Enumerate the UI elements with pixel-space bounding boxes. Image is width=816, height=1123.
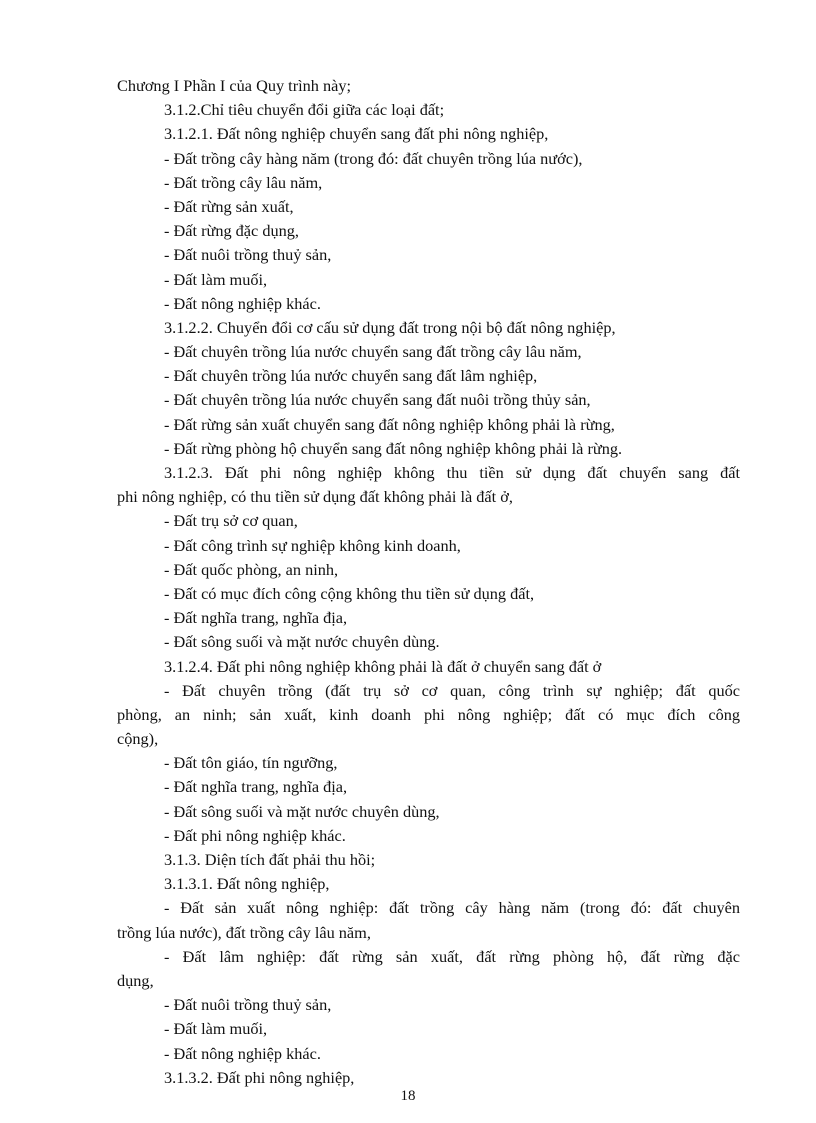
list-item: - Đất chuyên trồng lúa nước chuyển sang đất trồng cây lâu năm, — [164, 342, 582, 362]
list-item: - Đất rừng đặc dụng, — [164, 221, 299, 241]
list-item: - Đất lâm nghiệp: đất rừng sản xuất, đất rừng phòng hộ, đất rừng đặc — [164, 946, 740, 966]
list-item: - Đất sông suối và mặt nước chuyên dùng. — [164, 632, 440, 652]
list-item: - Đất có mục đích công cộng không thu tiền sử dụng đất, — [164, 583, 535, 603]
section-heading: 3.1.3. Diện tích đất phải thu hồi; — [164, 850, 376, 869]
list-item: - Đất rừng sản xuất chuyển sang đất nông nghiệp không phải là rừng, — [164, 414, 615, 434]
text-line: trồng lúa nước), đất trồng cây lâu năm, — [117, 922, 371, 942]
list-item: - Đất nghĩa trang, nghĩa địa, — [164, 777, 348, 797]
text-line: phi nông nghiệp, có thu tiền sử dụng đất không phải là đất ở, — [117, 487, 513, 507]
section-heading: 3.1.2.2. Chuyển đổi cơ cấu sử dụng đất trong nội bộ đất nông nghiệp, — [164, 317, 616, 337]
list-item: - Đất nuôi trồng thuỷ sản, — [164, 995, 332, 1015]
page-number: 18 — [400, 1088, 416, 1104]
section-heading: 3.1.3.1. Đất nông nghiệp, — [164, 874, 330, 894]
list-item: - Đất phi nông nghiệp khác. — [164, 825, 346, 845]
list-item: - Đất nuôi trồng thuỷ sản, — [164, 245, 332, 265]
list-item: - Đất sản xuất nông nghiệp: đất trồng cây hàng năm (trong đó: đất chuyên — [164, 898, 740, 918]
list-item: - Đất nông nghiệp khác. — [164, 293, 321, 313]
text-line: Chương I Phần I của Quy trình này; — [117, 76, 352, 95]
list-item: - Đất nông nghiệp khác. — [164, 1043, 321, 1063]
section-heading: 3.1.3.2. Đất phi nông nghiệp, — [164, 1067, 355, 1087]
list-item: - Đất công trình sự nghiệp không kinh doanh, — [164, 535, 461, 555]
section-heading: 3.1.2.Chỉ tiêu chuyển đổi giữa các loại đất; — [164, 100, 445, 120]
list-item: - Đất rừng sản xuất, — [164, 196, 294, 216]
list-item: - Đất làm muối, — [164, 269, 268, 289]
text-line: dụng, — [117, 970, 154, 990]
list-item: - Đất làm muối, — [164, 1019, 268, 1039]
list-item: - Đất rừng phòng hộ chuyển sang đất nông nghiệp không phải là rừng. — [164, 438, 623, 458]
list-item: - Đất sông suối và mặt nước chuyên dùng, — [164, 801, 440, 821]
document-body — [117, 74, 740, 1090]
list-item: - Đất trụ sở cơ quan, — [164, 511, 298, 531]
list-item: - Đất chuyên trồng (đất trụ sở cơ quan, công trình sự nghiệp; đất quốc — [164, 680, 740, 700]
section-heading: 3.1.2.3. Đất phi nông nghiệp không thu tiền sử dụng đất chuyển sang đất — [164, 463, 740, 482]
list-item: - Đất trồng cây hàng năm (trong đó: đất chuyên trồng lúa nước), — [164, 148, 583, 168]
section-heading: 3.1.2.4. Đất phi nông nghiệp không phải là đất ở chuyển sang đất ở — [164, 656, 602, 676]
list-item: - Đất chuyên trồng lúa nước chuyển sang đất nuôi trồng thủy sản, — [164, 390, 591, 410]
list-item: - Đất tôn giáo, tín ngưỡng, — [164, 753, 338, 773]
list-item: - Đất nghĩa trang, nghĩa địa, — [164, 608, 348, 628]
text-line: cộng), — [117, 729, 159, 749]
text-line: phòng, an ninh; sản xuất, kinh doanh phi nông nghiệp; đất có mục đích công — [117, 704, 740, 724]
list-item: - Đất chuyên trồng lúa nước chuyển sang đất lâm nghiệp, — [164, 366, 538, 386]
list-item: - Đất trồng cây lâu năm, — [164, 172, 323, 192]
section-heading: 3.1.2.1. Đất nông nghiệp chuyển sang đất phi nông nghiệp, — [164, 124, 549, 144]
list-item: - Đất quốc phòng, an ninh, — [164, 559, 339, 579]
